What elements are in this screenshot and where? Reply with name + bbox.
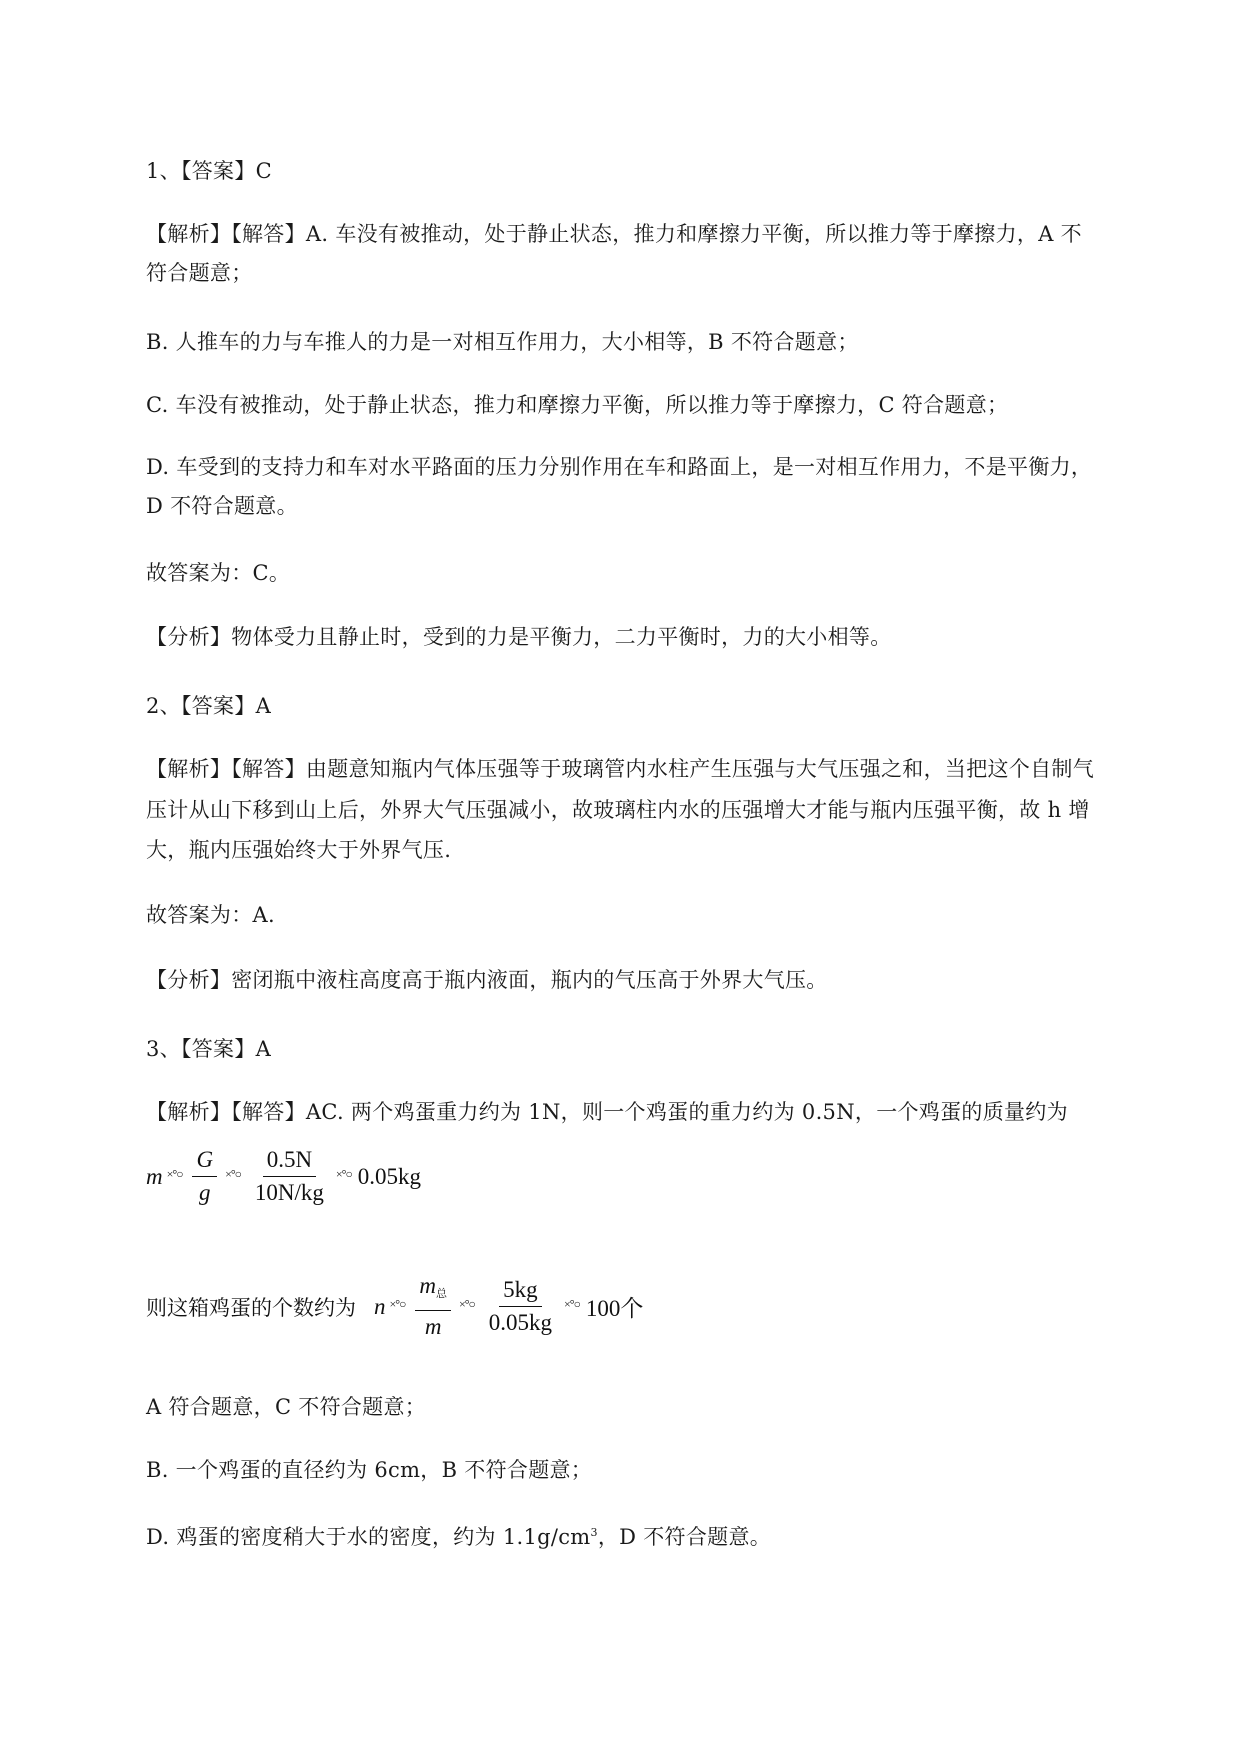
cube-superscript: 3	[590, 1526, 598, 1539]
equals-glyph: ×°○	[458, 1297, 475, 1311]
equals-glyph: ×°○	[166, 1167, 183, 1181]
q1-summary: 【分析】物体受力且静止时，受到的力是平衡力，二力平衡时，力的大小相等。	[146, 625, 892, 649]
q2-analysis-line3: 大，瓶内压强始终大于外界气压.	[146, 838, 452, 862]
fraction-denominator: m	[424, 1314, 442, 1339]
equals-glyph: ×°○	[564, 1297, 580, 1311]
fraction-total-over-single	[485, 1276, 556, 1337]
q3-answer: 3、【答案】A	[146, 1037, 272, 1061]
fraction-denominator: 10N/kg	[254, 1180, 324, 1205]
formula1-result: 0.05kg	[357, 1163, 421, 1189]
q2-analysis-line2: 压计从山下移到山上后，外界大气压强减小，故玻璃柱内水的压强增大才能与瓶内压强平衡，故 h 增	[146, 798, 1090, 822]
fraction-weight-over-gravity	[251, 1146, 328, 1207]
fraction-denominator: g	[199, 1180, 211, 1205]
mass-formula	[146, 1146, 421, 1207]
q3-option-d	[146, 1516, 1166, 1554]
q1-conclusion: 故答案为：C。	[146, 561, 291, 585]
q3-line-a: A 符合题意，C 不符合题意；	[146, 1395, 427, 1419]
q1-answer: 1、【答案】C	[146, 159, 273, 183]
q3-option-d-text: D. 鸡蛋的密度稍大于水的密度，约为 1.1g/cm	[146, 1525, 591, 1549]
fraction-numerator: 0.5N	[263, 1146, 316, 1177]
q1-option-c: C. 车没有被推动，处于静止状态，推力和摩擦力平衡，所以推力等于摩擦力，C 符合题意；	[146, 393, 1009, 417]
q2-summary: 【分析】密闭瓶中液柱高度高于瓶内液面，瓶内的气压高于外界大气压。	[146, 968, 828, 992]
q1-option-b: B. 人推车的力与车推人的力是一对相互作用力，大小相等，B 不符合题意；	[146, 330, 859, 354]
q1-option-d-line2: D 不符合题意。	[146, 494, 298, 518]
q3-analysis-line1: 【解析】【解答】AC. 两个鸡蛋重力约为 1N，则一个鸡蛋的重力约为 0.5N，一个鸡蛋的质量约为	[146, 1100, 1068, 1124]
q1-option-d-line1: D. 车受到的支持力和车对水平路面的压力分别作用在车和路面上，是一对相互作用力，不是平衡力，	[146, 455, 1093, 479]
fraction-numerator	[415, 1272, 451, 1311]
equals-glyph: ×°○	[335, 1167, 352, 1181]
fraction-total-mass-over-mass	[415, 1272, 451, 1341]
formula2-lead-text: 则这箱鸡蛋的个数约为	[146, 1295, 356, 1320]
q2-analysis-line1: 【解析】【解答】由题意知瓶内气体压强等于玻璃管内水柱产生压强与大气压强之和，当把这个自制气	[146, 757, 1094, 781]
equals-glyph: ×°○	[389, 1297, 406, 1311]
formula2-result: 100个	[585, 1296, 644, 1321]
fraction-g-over-g	[192, 1146, 217, 1207]
total-mass-symbol: m	[419, 1273, 436, 1298]
q2-conclusion: 故答案为：A.	[146, 903, 275, 927]
q1-analysis-line2: 符合题意；	[146, 261, 253, 285]
q2-answer: 2、【答案】A	[146, 694, 272, 718]
q3-option-d-tail: ，D 不符合题意。	[597, 1525, 772, 1549]
count-formula	[146, 1272, 643, 1341]
equals-glyph: ×°○	[225, 1167, 241, 1181]
fraction-numerator: G	[192, 1146, 217, 1177]
formula2-lhs: n	[374, 1293, 386, 1319]
formula1-lhs: m	[146, 1163, 163, 1189]
q3-option-b: B. 一个鸡蛋的直径约为 6cm，B 不符合题意；	[146, 1458, 593, 1482]
total-subscript: 总	[435, 1288, 447, 1300]
q1-analysis-line1: 【解析】【解答】A. 车没有被推动，处于静止状态，推力和摩擦力平衡，所以推力等于摩擦力，A 不	[146, 222, 1082, 246]
fraction-denominator: 0.05kg	[488, 1310, 553, 1335]
fraction-numerator: 5kg	[499, 1276, 542, 1307]
